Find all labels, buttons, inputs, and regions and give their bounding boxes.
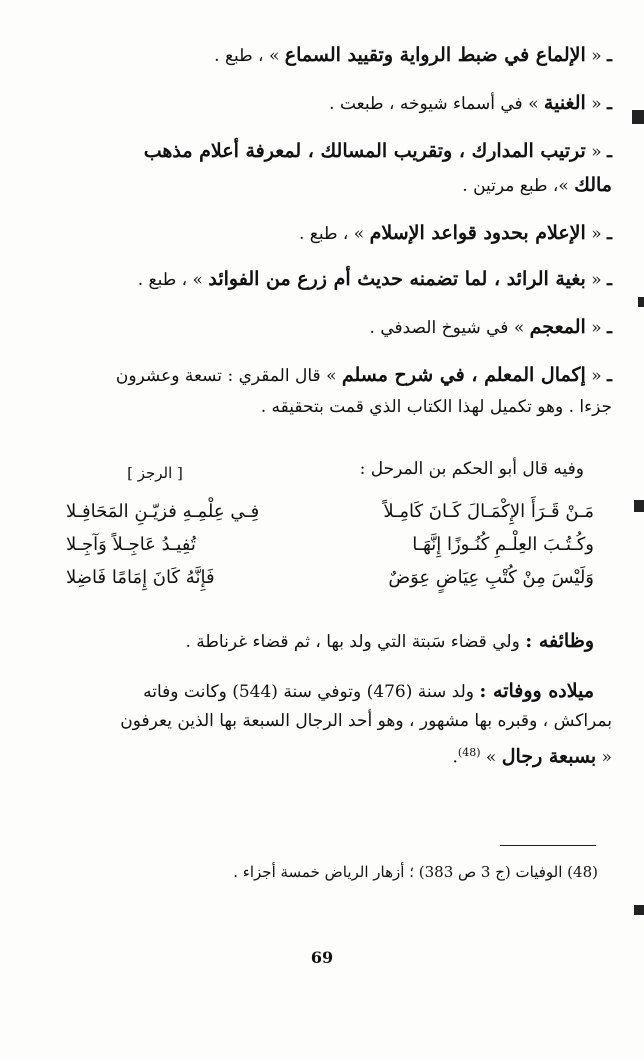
- bibliography-entry: ـ « الغنية » في أسماء شيوخه ، طبعت .: [329, 92, 612, 114]
- book-title: بغية الرائد ، لما تضمنه حديث أم زرع من الفوائد: [208, 268, 586, 290]
- book-title: المعجم: [529, 316, 586, 338]
- verse-hemistich-left: فِـي عِلْمِـهِ فزيّـنِ المَحَافِـلا: [66, 501, 260, 522]
- footnote-reference: (48): [457, 746, 481, 759]
- birth-death-heading: ميلاده ووفاته :: [479, 680, 594, 702]
- duties-paragraph: وظائفه : ولي قضاء سَبتة التي ولد بها ، ثم قضاء غرناطة .: [185, 630, 594, 652]
- verse-hemistich-left: فَإِنَّهُ كَانَ إِمَامًا فَاضِلا: [66, 567, 215, 588]
- scan-edge-mark: [632, 110, 644, 124]
- book-title: مالك: [574, 174, 612, 196]
- book-title: الإلماع في ضبط الرواية وتقييد السماع: [284, 44, 586, 66]
- bibliography-entry: ـ « الإلماع في ضبط الرواية وتقييد السماع » ، طبع .: [214, 44, 612, 66]
- bibliography-entry: ـ « ترتيب المدارك ، وتقريب المسالك ، لمعرفة أعلام مذهب: [143, 140, 612, 162]
- duties-heading: وظائفه :: [525, 630, 594, 652]
- bibliography-entry: ـ « الإعلام بحدود قواعد الإسلام » ، طبع .: [298, 222, 612, 244]
- verse-hemistich-right: وَلَيْسَ مِنْ كُتْبِ عِيَاضٍ عِوَضٌ: [388, 567, 594, 588]
- book-title: ترتيب المدارك ، وتقريب المسالك ، لمعرفة أعلام مذهب: [143, 140, 586, 162]
- meter-label: [ الرجز ]: [127, 464, 183, 482]
- bold-phrase: بسبعة رجال: [501, 745, 597, 768]
- birth-death-line: « بسبعة رجال » $^{(48)}$.: [452, 745, 612, 768]
- scan-edge-mark: [638, 297, 644, 307]
- book-title: الغنية: [543, 92, 586, 114]
- page-number: 69: [310, 948, 334, 967]
- bibliography-entry: ـ « المعجم » في شيوخ الصدفي .: [369, 316, 612, 338]
- bibliography-entry: ـ « إكمال المعلم ، في شرح مسلم » قال المقري : تسعة وعشرون: [115, 364, 612, 386]
- book-title: إكمال المعلم ، في شرح مسلم: [341, 364, 586, 386]
- continuation-text: جزءا . وهو تكميل لهذا الكتاب الذي قمت بتحقيقه .: [260, 397, 612, 417]
- birth-death-paragraph: ميلاده ووفاته : ولد سنة (476) وتوفي سنة (544) وكانت وفاته: [143, 680, 594, 702]
- verse-hemistich-right: مَـنْ قَـرَأَ الإِكْمَـالَ كَـانَ كَامِـلاً: [383, 501, 594, 522]
- bibliography-entry-continuation: مالك »، طبع مرتين .: [462, 174, 612, 196]
- scan-edge-mark: [634, 905, 644, 915]
- scan-edge-mark: [634, 500, 644, 512]
- birth-death-line: بمراكش ، وقبره بها مشهور ، وهو أحد الرجال السبعة بها الذين يعرفون: [120, 711, 612, 731]
- footnote-rule: [500, 845, 596, 846]
- book-title: الإعلام بحدود قواعد الإسلام: [369, 222, 586, 244]
- verse-hemistich-right: وكُـتُـبَ العِلْـمِ كُنُـوزًا إِنَّهَـا: [412, 534, 594, 555]
- poem-intro: وفيه قال أبو الحكم بن المرحل :: [359, 459, 584, 479]
- footnote: (48) الوفيات (ج 3 ص 383) ؛ أزهار الرياض خمسة أجزاء .: [233, 863, 598, 881]
- verse-hemistich-left: تُفِيـدُ عَاجِـلاً وَآجِـلا: [66, 534, 196, 555]
- bibliography-entry: ـ « بغية الرائد ، لما تضمنه حديث أم زرع من الفوائد » ، طبع .: [137, 268, 612, 290]
